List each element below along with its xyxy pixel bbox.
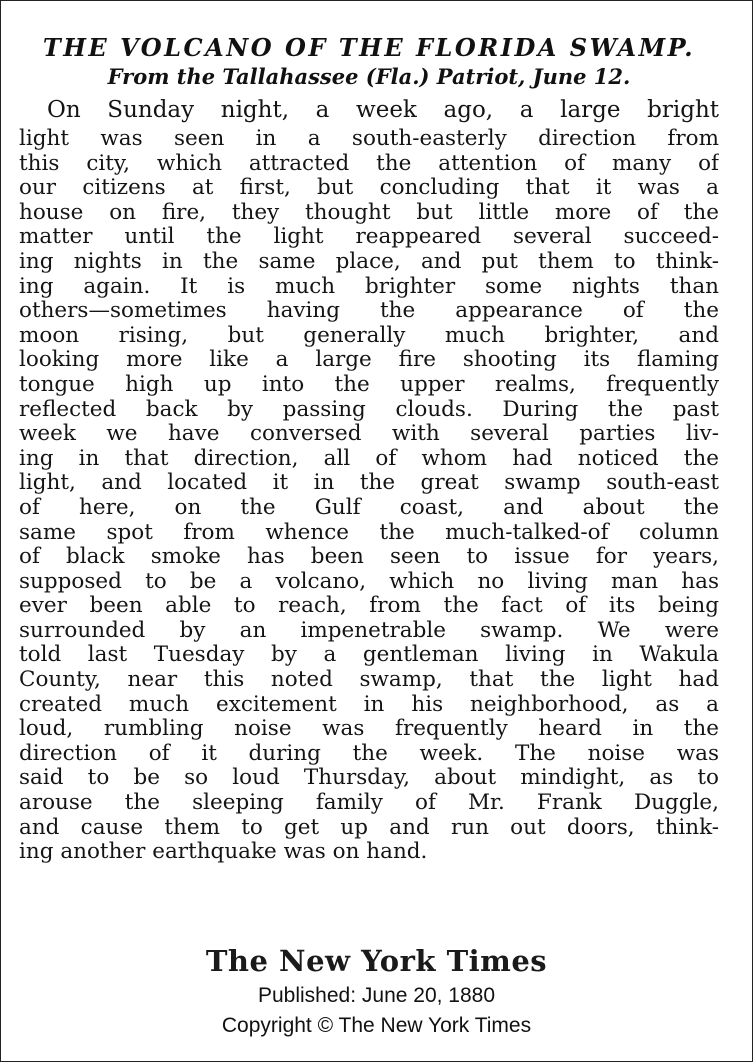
article-line: same spot from whence the much-talked-of column — [19, 520, 719, 545]
article-line: surrounded by an impenetrable swamp. We were — [19, 618, 719, 643]
article-line: On Sunday night, a week ago, a large bright — [47, 97, 719, 123]
article-line: and cause them to get up and run out doors, think- — [19, 815, 719, 840]
article-line: this city, which attracted the attention of many of — [19, 151, 719, 176]
article-line: loud, rumbling noise was frequently heard in the — [19, 717, 719, 742]
article-line: supposed to be a volcano, which no living man has — [19, 569, 719, 594]
article-line: tongue high up into the upper realms, frequently — [19, 372, 719, 397]
article-line: ing another earthquake was on hand. — [19, 840, 428, 865]
article-line: said to be so loud Thursday, about mindight, as to — [19, 766, 719, 791]
article-line: arouse the sleeping family of Mr. Frank Duggle, — [19, 791, 719, 816]
article-line: week we have conversed with several parties liv- — [19, 422, 719, 447]
article-body — [19, 93, 719, 865]
newspaper-clipping — [19, 33, 719, 865]
article-line: matter until the light reappeared several succeed- — [19, 225, 719, 250]
publication-footer — [1, 941, 752, 1041]
article-line: of here, on the Gulf coast, and about the — [19, 495, 719, 520]
nyt-masthead-logo: The New York Times — [205, 944, 548, 978]
dateline: From the Tallahassee (Fla.) Patriot, June 12. — [107, 64, 631, 89]
article-line: ever been able to reach, from the fact of its being — [19, 594, 719, 619]
headline: THE VOLCANO OF THE FLORIDA SWAMP. — [42, 33, 696, 62]
article-line: our citizens at first, but concluding that it was a — [19, 176, 719, 201]
article-line: looking more like a large fire shooting its flaming — [19, 348, 719, 373]
article-line: house on fire, they thought but little more of the — [19, 200, 719, 225]
article-line: of black smoke has been seen to issue for years, — [19, 545, 719, 570]
article-line: direction of it during the week. The noise was — [19, 741, 719, 766]
published-date: Published: June 20, 1880 — [257, 984, 496, 1007]
copyright-notice: Copyright © The New York Times — [221, 1014, 532, 1037]
article-line: reflected back by passing clouds. During the past — [19, 397, 719, 422]
article-line: light was seen in a south-easterly direction from — [19, 127, 719, 151]
article-line: ing again. It is much brighter some nights than — [19, 274, 719, 299]
article-line: ing nights in the same place, and put them to think- — [19, 249, 719, 274]
article-line: created much excitement in his neighborhood, as a — [19, 692, 719, 717]
article-line: moon rising, but generally much brighter, and — [19, 323, 719, 348]
article-line: County, near this noted swamp, that the light had — [19, 668, 719, 693]
article-line: light, and located it in the great swamp south-east — [19, 471, 719, 496]
article-line: ing in that direction, all of whom had noticed the — [19, 446, 719, 471]
article-line: told last Tuesday by a gentleman living in Wakula — [19, 643, 719, 668]
article-line: others—sometimes having the appearance of the — [19, 299, 719, 324]
